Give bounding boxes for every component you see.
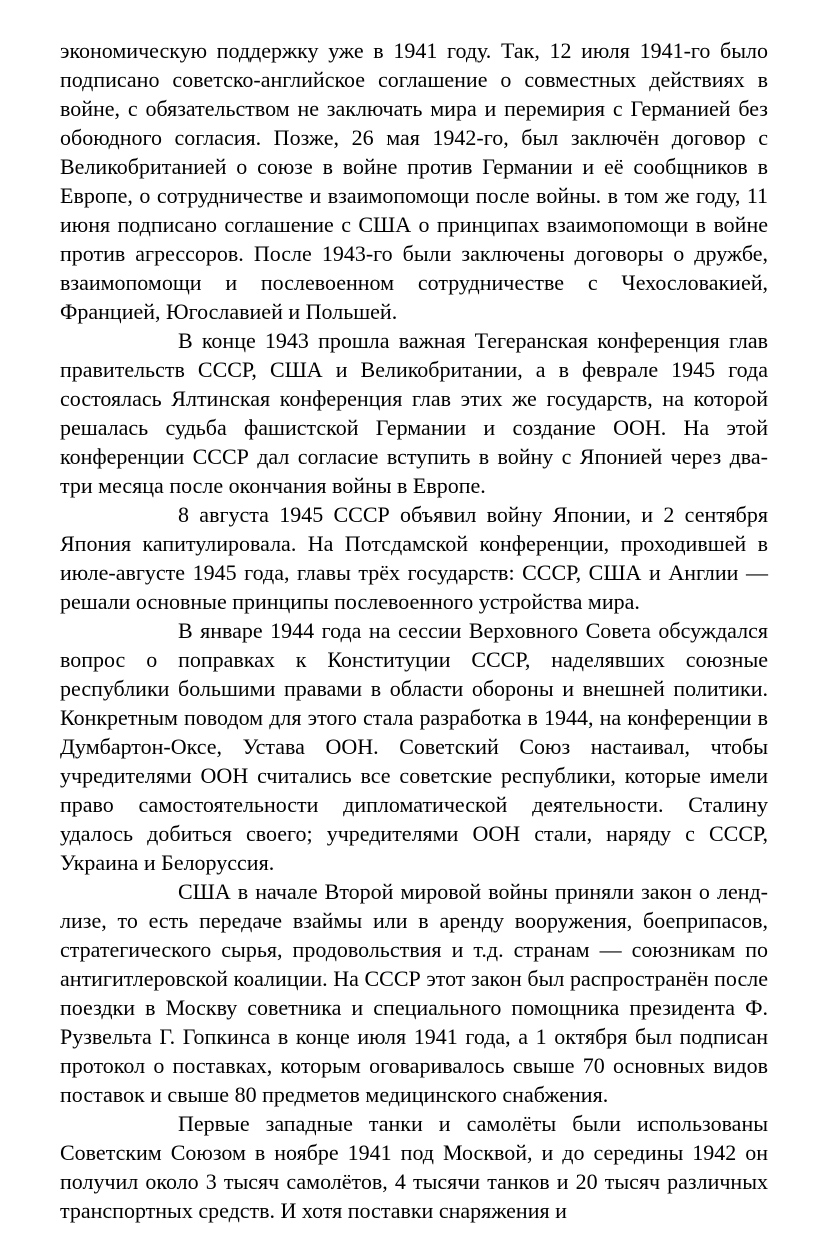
paragraph-constitution-un: В январе 1944 года на сессии Верховного Совета обсуждался вопрос о поправках к Конституции СССР, наделявших союзные республики большими правами в области обороны и внешней политики. Конкретным поводом для этого стала разработка в 1944, на конференции в Думбартон-Оксе, Устава ООН. Советский Союз настаивал, чтобы учредителями ООН считались все советские республики, которые имели право самостоятельности дипломатической деятельности. Сталину удалось добиться своего; учредителями ООН стали, наряду с СССР, Украина и Белоруссия. xyxy=(60,618,768,875)
document-page xyxy=(60,36,768,1225)
paragraph-tehran-yalta: В конце 1943 прошла важная Тегеранская конференция глав правительств СССР, США и Великобритании, а в феврале 1945 года состоялась Ялтинская конференция глав этих же государств, на которой решалась судьба фашистской Германии и создание ООН. На этой конференции СССР дал согласие вступить в войну с Японией через два-три месяца после окончания войны в Европе. xyxy=(60,328,768,498)
paragraph-japan-potsdam: 8 августа 1945 СССР объявил войну Японии, и 2 сентября Япония капитулировала. На Потсдамской конференции, проходившей в июле-августе 1945 года, главы трёх государств: СССР, США и Англии — решали основные принципы послевоенного устройства мира. xyxy=(60,502,768,614)
paragraph-allied-agreements: экономическую поддержку уже в 1941 году. Так, 12 июля 1941-го было подписано советско-английское соглашение о совместных действиях в войне, с обязательством не заключать мира и перемирия с Германией без обоюдного согласия. Позже, 26 мая 1942-го, был заключён договор с Великобританией о союзе в войне против Германии и её сообщников в Европе, о сотрудничестве и взаимопомощи после войны. в том же году, 11 июня подписано соглашение с США о принципах взаимопомощи в войне против агрессоров. После 1943-го были заключены договоры о дружбе, взаимопомощи и послевоенном сотрудничестве с Чехословакией, Францией, Югославией и Польшей. xyxy=(60,38,768,324)
paragraph-lend-lease: США в начале Второй мировой войны приняли закон о ленд-лизе, то есть передаче взаймы или в аренду вооружения, боеприпасов, стратегического сырья, продовольствия и т.д. странам — союзникам по антигитлеровской коалиции. На СССР этот закон был распространён после поездки в Москву советника и специального помощника президента Ф. Рузвельта Г. Гопкинса в конце июля 1941 года, а 1 октября был подписан протокол о поставках, которым оговаривалось свыше 70 основных видов поставок и свыше 80 предметов медицинского снабжения. xyxy=(60,879,768,1107)
paragraph-first-deliveries: Первые западные танки и самолёты были использованы Советским Союзом в ноябре 1941 под Москвой, и до середины 1942 он получил около 3 тысяч самолётов, 4 тысячи танков и 20 тысяч различных транспортных средств. И хотя поставки снаряжения и xyxy=(60,1111,768,1223)
